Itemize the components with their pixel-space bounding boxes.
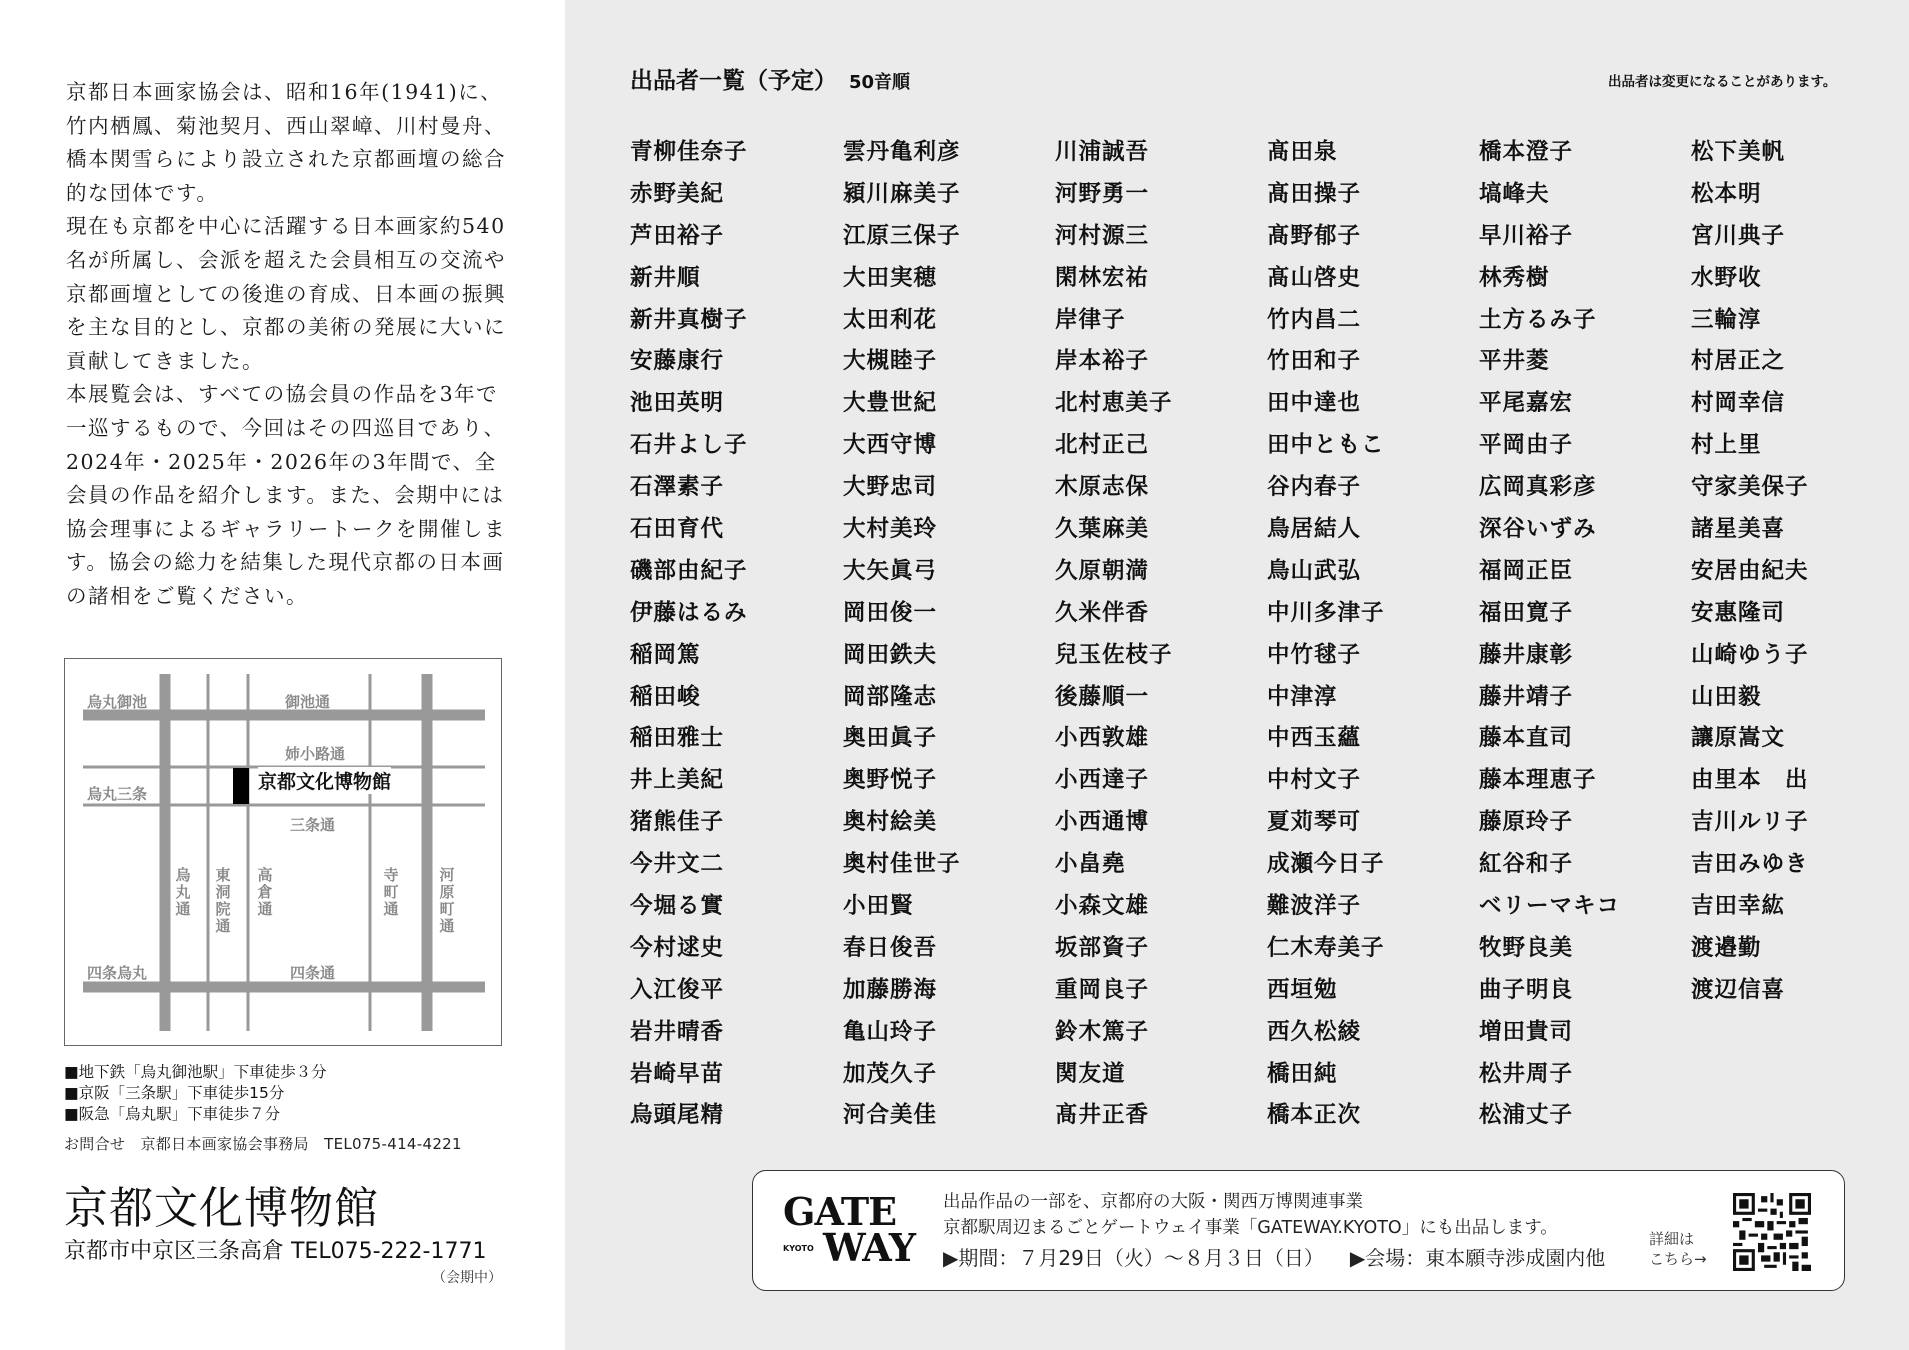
exhibitor-name: 亀山玲子 <box>843 1018 938 1045</box>
exhibitor-name: 磯部由紀子 <box>630 557 748 584</box>
exhibitor-name: 谷内春子 <box>1267 474 1362 501</box>
exhibitor-name: 難波洋子 <box>1267 893 1362 920</box>
exhibitor-name: 村居正之 <box>1691 348 1786 375</box>
exhibitor-name: 大槻睦子 <box>843 348 938 375</box>
exhibitor-name: 藤井靖子 <box>1479 683 1574 710</box>
inquiry-info: お問合せ 京都日本画家協会事務局 TEL075-414-4221 <box>64 1135 462 1153</box>
gateway-line-1: 出品作品の一部を、京都府の大阪・関西万博関連事業 <box>943 1192 1363 1212</box>
gateway-detail-line-2: こちら→ <box>1649 1250 1707 1268</box>
station-shijo-karasuma: 四条烏丸 <box>87 964 148 982</box>
heading-sub: 50音順 <box>849 72 911 93</box>
exhibitor-name: 烏頭尾精 <box>630 1102 725 1129</box>
exhibitor-name: 河野勇一 <box>1055 180 1150 207</box>
exhibitor-column-4 <box>1267 134 1385 1139</box>
station-karasuma-sanjo: 烏丸三条 <box>87 785 148 803</box>
exhibitor-name: 大村美玲 <box>843 516 938 543</box>
exhibitor-name: 稲田雅士 <box>630 725 725 752</box>
exhibitor-name: 今井文二 <box>630 851 725 878</box>
exhibitor-name: 由里本 出 <box>1691 767 1809 794</box>
exhibitor-name: 鳥山武弘 <box>1267 557 1362 584</box>
exhibitor-name: 奥村絵美 <box>843 809 938 836</box>
exhibitor-name: 藤本直司 <box>1479 725 1574 752</box>
exhibitor-name: 芦田裕子 <box>630 222 725 249</box>
exhibitor-column-2 <box>843 134 961 1139</box>
exhibitor-name: 新井順 <box>630 264 701 291</box>
exhibitor-name: 牧野良美 <box>1479 934 1574 961</box>
exhibitor-name: 仁木寿美子 <box>1267 934 1385 961</box>
exhibitor-name: 稲岡篤 <box>630 641 701 668</box>
exhibitor-name: 髙井正香 <box>1055 1102 1150 1129</box>
exhibitor-name: 稲田峻 <box>630 683 701 710</box>
exhibitor-name: 橋本澄子 <box>1479 139 1574 165</box>
exhibitor-name: 大豊世紀 <box>843 390 938 417</box>
exhibitor-name: 増田貴司 <box>1479 1018 1574 1045</box>
gateway-detail-link[interactable] <box>1649 1229 1707 1269</box>
station-karasuma-oike: 烏丸御池 <box>87 693 148 711</box>
street-oike: 御池通 <box>285 693 331 711</box>
exhibitor-name: 石井よし子 <box>630 432 748 459</box>
exhibitor-name: 夏苅琴可 <box>1267 809 1362 836</box>
exhibitor-name: 安惠隆司 <box>1691 599 1786 626</box>
exhibitor-name: 北村恵美子 <box>1055 390 1173 417</box>
exhibitor-name: 田中ともこ <box>1267 432 1385 459</box>
exhibitor-name: 広岡真彩彦 <box>1479 474 1597 501</box>
street-teramachi: 寺町通 <box>383 866 399 918</box>
exhibitor-name: 土方るみ子 <box>1479 306 1597 333</box>
exhibitor-name: 松井周子 <box>1479 1060 1574 1087</box>
exhibitor-name: 井上美紀 <box>630 767 725 794</box>
map-museum-label: 京都文化博物館 <box>258 767 391 794</box>
exhibitor-name: 加茂久子 <box>843 1060 938 1087</box>
gateway-text <box>943 1189 1631 1271</box>
exhibitor-name: 諸星美喜 <box>1691 516 1786 543</box>
access-map <box>64 658 502 1046</box>
exhibitor-name: 小西敦雄 <box>1055 725 1150 752</box>
exhibitor-name: 小西達子 <box>1055 767 1150 794</box>
exhibitor-name: 松浦丈子 <box>1479 1102 1574 1129</box>
exhibitor-name: 村岡幸信 <box>1691 390 1786 417</box>
exhibitor-name: 髙田泉 <box>1267 139 1338 165</box>
access-keihan: ■京阪「三条駅」下車徒歩15分 <box>64 1084 285 1102</box>
exhibitor-name: 岩井晴香 <box>630 1018 725 1045</box>
exhibitor-name: 岸律子 <box>1055 306 1126 333</box>
museum-title: 京都文化博物館 <box>64 1183 379 1234</box>
exhibitor-name: 関友道 <box>1055 1060 1126 1087</box>
exhibitor-name: 猪熊佳子 <box>630 809 725 836</box>
exhibitor-name: 奥野悦子 <box>843 767 938 794</box>
exhibitor-name: 岡田鉄夫 <box>843 641 938 668</box>
exhibitor-name: 渡邉勤 <box>1691 934 1762 961</box>
exhibitor-name: 青柳佳奈子 <box>630 139 748 165</box>
exhibitor-name: 新井真樹子 <box>630 306 748 333</box>
gateway-logo <box>783 1189 915 1271</box>
exhibitor-name: 今村逑史 <box>630 934 725 961</box>
exhibitor-name: 山崎ゆう子 <box>1691 641 1809 668</box>
exhibitor-name: 坂部資子 <box>1055 934 1150 961</box>
exhibitor-name: 加藤勝海 <box>843 976 938 1003</box>
exhibitor-name: 河村源三 <box>1055 222 1150 249</box>
exhibitor-name: 髙野郁子 <box>1267 222 1362 249</box>
exhibitor-name: 久米伴香 <box>1055 599 1150 626</box>
exhibitor-name: 池田英明 <box>630 390 725 417</box>
street-takakura: 高倉通 <box>257 866 273 918</box>
exhibitor-name: 松本明 <box>1691 180 1762 207</box>
exhibitor-name: 藤原玲子 <box>1479 809 1574 836</box>
exhibitor-name: 髙山啓史 <box>1267 264 1362 291</box>
exhibitor-name: 大矢眞弓 <box>843 557 938 584</box>
exhibitor-name: 中津淳 <box>1267 683 1338 710</box>
exhibitor-name: 村上里 <box>1691 432 1762 459</box>
exhibitor-name: 閑林宏祐 <box>1055 264 1150 291</box>
qr-code-icon[interactable] <box>1733 1193 1811 1271</box>
exhibitor-name: 後藤順一 <box>1055 683 1150 710</box>
exhibitor-name: 小畠堯 <box>1055 851 1126 878</box>
exhibitor-name: 田中達也 <box>1267 390 1362 417</box>
street-shijo: 四条通 <box>290 964 336 982</box>
exhibitor-name: 竹内昌二 <box>1267 306 1362 333</box>
exhibitor-name: 平井菱 <box>1479 348 1550 375</box>
exhibitor-name: 鳥居結人 <box>1267 516 1362 543</box>
exhibitor-name: 岸本裕子 <box>1055 348 1150 375</box>
gateway-detail-line-1: 詳細は <box>1649 1230 1695 1248</box>
street-kawaramachi: 河原町通 <box>439 866 455 935</box>
exhibitor-name: 福岡正臣 <box>1479 557 1574 584</box>
exhibitor-name: 入江俊平 <box>630 976 725 1003</box>
exhibitor-name: 平岡由子 <box>1479 432 1574 459</box>
exhibitor-name: 讓原嵩文 <box>1691 725 1786 752</box>
exhibitor-list-heading <box>630 62 910 95</box>
exhibitor-name: 鈴木篤子 <box>1055 1018 1150 1045</box>
exhibitor-name: 岩崎早苗 <box>630 1060 725 1087</box>
exhibitor-name: 竹田和子 <box>1267 348 1362 375</box>
exhibitor-name: 渡辺信喜 <box>1691 976 1786 1003</box>
access-subway: ■地下鉄「烏丸御池駅」下車徒歩３分 <box>64 1063 327 1081</box>
gateway-venue: ▶会場：東本願寺渉成園内他 <box>1349 1246 1606 1270</box>
street-karasuma: 烏丸通 <box>175 866 191 918</box>
exhibitor-name: 中西玉蘊 <box>1267 725 1362 752</box>
exhibitor-column-6 <box>1691 134 1809 1014</box>
exhibitor-name: 安藤康行 <box>630 348 725 375</box>
exhibitor-name: 深谷いずみ <box>1479 516 1597 543</box>
exhibitor-name: 雲丹亀利彦 <box>843 139 961 165</box>
exhibitor-name: 橋田純 <box>1267 1060 1338 1087</box>
exhibitor-name: 三輪淳 <box>1691 306 1762 333</box>
exhibitor-name: ベリーマキコ <box>1479 893 1621 920</box>
exhibitor-column-5 <box>1479 134 1620 1139</box>
access-list <box>64 1062 327 1125</box>
exhibitor-name: 曲子明良 <box>1479 976 1574 1003</box>
exhibitor-name: 藤本理恵子 <box>1479 767 1597 794</box>
exhibitor-name: 山田毅 <box>1691 683 1762 710</box>
gateway-line-2: 京都駅周辺まるごとゲートウェイ事業「GATEWAY.KYOTO」にも出品します。 <box>943 1218 1558 1238</box>
exhibitor-name: 兒玉佐枝子 <box>1055 641 1173 668</box>
exhibitor-name: 赤野美紀 <box>630 180 725 207</box>
exhibitor-name: 太田利花 <box>843 306 938 333</box>
exhibitor-name: 西久松綾 <box>1267 1018 1362 1045</box>
exhibitor-name: 藤井康彰 <box>1479 641 1574 668</box>
exhibitor-name: 大野忠司 <box>843 474 938 501</box>
intro-paragraph-3: 本展覧会は、すべての協会員の作品を3年で一巡するもので、今回はその四巡目であり、2024年・2025年・2026年の3年間で、全会員の作品を紹介します。また、会期中には協会理事によるギャラリートークを開催します。協会の総力を結集した現代京都の日本画の諸相をご覧ください。 <box>66 382 506 608</box>
exhibitor-name: 岡部隆志 <box>843 683 938 710</box>
heading-title: 出品者一覧（予定） <box>630 68 837 94</box>
gateway-logo-way: WAY <box>823 1225 915 1270</box>
exhibitor-name: 西垣勉 <box>1267 976 1338 1003</box>
exhibitor-name: 久原朝満 <box>1055 557 1150 584</box>
exhibitor-name: 平尾嘉宏 <box>1479 390 1574 417</box>
exhibitor-name: 北村正己 <box>1055 432 1150 459</box>
gateway-logo-kyoto: KYOTO <box>783 1244 814 1253</box>
exhibitor-name: 橋本正次 <box>1267 1102 1362 1129</box>
exhibitor-name: 塙峰夫 <box>1479 180 1550 207</box>
exhibitor-name: 今堀る實 <box>630 893 725 920</box>
exhibitor-name: 宮川典子 <box>1691 222 1786 249</box>
exhibitor-name: 福田寛子 <box>1479 599 1574 626</box>
exhibitor-name: 春日俊吾 <box>843 934 938 961</box>
exhibitor-name: 吉田みゆき <box>1691 851 1809 878</box>
exhibitor-name: 吉田幸紘 <box>1691 893 1786 920</box>
exhibitor-name: 奥村佳世子 <box>843 851 961 878</box>
exhibitor-name: 髙田操子 <box>1267 180 1362 207</box>
period-note: （会期中） <box>432 1270 502 1286</box>
museum-address: 京都市中京区三条高倉 TEL075-222-1771 <box>64 1239 487 1264</box>
street-sanjo: 三条通 <box>290 816 336 834</box>
gateway-period: ▶期間：７月29日（火）～８月３日（日） <box>943 1246 1324 1270</box>
exhibitor-name: 安居由紀夫 <box>1691 557 1809 584</box>
intro-paragraph-2: 現在も京都を中心に活躍する日本画家約540名が所属し、会派を超えた会員相互の交流や京都画壇としての後進の育成、日本画の振興を主な目的とし、京都の美術の発展に大いに貢献してきました。 <box>66 214 506 373</box>
exhibitor-name: 奥田眞子 <box>843 725 938 752</box>
exhibitor-name: 石田育代 <box>630 516 725 543</box>
left-panel <box>0 0 565 1350</box>
gateway-schedule <box>943 1245 1631 1271</box>
exhibitor-name: 中川多津子 <box>1267 599 1385 626</box>
exhibitor-name: 成瀬今日子 <box>1267 851 1385 878</box>
intro-text <box>66 76 516 614</box>
exhibitor-name: 大西守博 <box>843 432 938 459</box>
map-streets <box>65 659 503 1047</box>
exhibitor-name: 久葉麻美 <box>1055 516 1150 543</box>
exhibitor-name: 重岡良子 <box>1055 976 1150 1003</box>
exhibitor-name: 守家美保子 <box>1691 474 1809 501</box>
gateway-logo-gate: GATE <box>783 1189 897 1234</box>
exhibitor-name: 河合美佳 <box>843 1102 938 1129</box>
exhibitor-column-1 <box>630 134 748 1139</box>
exhibitor-name: 潁川麻美子 <box>843 180 961 207</box>
exhibitor-column-3 <box>1055 134 1173 1139</box>
exhibitor-name: 江原三保子 <box>843 222 961 249</box>
exhibitor-name: 紅谷和子 <box>1479 851 1574 878</box>
exhibitor-name: 早川裕子 <box>1479 222 1574 249</box>
exhibitor-name: 大田実穂 <box>843 264 938 291</box>
intro-paragraph-1: 京都日本画家協会は、昭和16年(1941)に、竹内栖鳳、菊池契月、西山翠嶂、川村曼舟、橋本関雪らにより設立された京都画壇の総合的な団体です。 <box>66 80 506 205</box>
exhibitor-name: 小西通博 <box>1055 809 1150 836</box>
exhibitor-name: 吉川ルリ子 <box>1691 809 1809 836</box>
gateway-info-box <box>752 1170 1845 1291</box>
exhibitor-name: 川浦誠吾 <box>1055 139 1150 165</box>
street-aneyakoji: 姉小路通 <box>285 745 346 763</box>
access-hankyu: ■阪急「烏丸駅」下車徒歩７分 <box>64 1105 281 1123</box>
exhibitor-name: 小田賢 <box>843 893 914 920</box>
exhibitor-name: 石澤素子 <box>630 474 725 501</box>
exhibitor-name: 伊藤はるみ <box>630 599 748 626</box>
exhibitor-name: 中竹毬子 <box>1267 641 1362 668</box>
street-higashinotoin: 東洞院通 <box>215 866 231 935</box>
exhibitor-name: 岡田俊一 <box>843 599 938 626</box>
exhibitor-name: 林秀樹 <box>1479 264 1550 291</box>
exhibitor-name: 松下美帆 <box>1691 139 1786 165</box>
exhibitor-name: 水野收 <box>1691 264 1762 291</box>
exhibitor-name: 木原志保 <box>1055 474 1150 501</box>
change-note: 出品者は変更になることがあります。 <box>1608 74 1837 90</box>
exhibitor-name: 中村文子 <box>1267 767 1362 794</box>
exhibitor-name: 小森文雄 <box>1055 893 1150 920</box>
